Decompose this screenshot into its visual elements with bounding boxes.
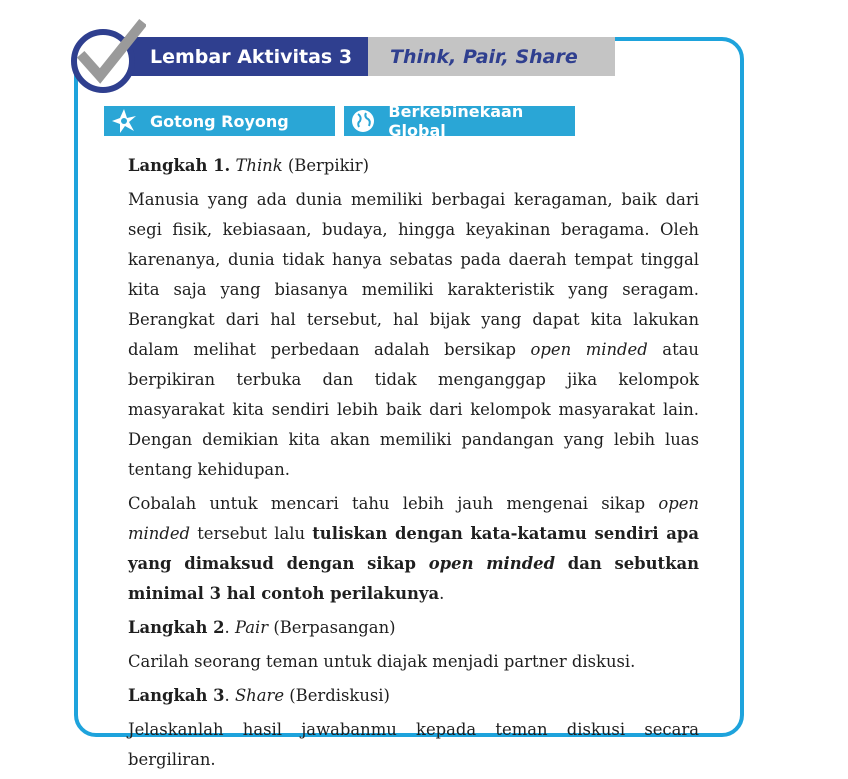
step-1-heading: Langkah 1. Think (Berpikir) <box>128 156 370 175</box>
activity-subtitle: Think, Pair, Share <box>368 37 615 76</box>
activity-content <box>128 151 699 779</box>
tag-berkebinekaan-global <box>344 102 575 140</box>
activity-title: Lembar Aktivitas 3 <box>115 37 368 76</box>
instruction-paragraph: Cobalah untuk mencari tahu lebih jauh mengenai sikap open minded tersebut lalu tuliskan dengan kata-katamu sendiri apa yang dimaksud dengan sikap open minded dan sebutkan minimal 3 hal contoh perilakunya. <box>128 494 700 603</box>
step-2-heading: Langkah 2. Pair (Berpasangan) <box>128 618 396 637</box>
tag-gotong-royong <box>104 106 335 136</box>
gotong-royong-icon <box>110 107 138 135</box>
globe-icon <box>350 107 376 135</box>
pair-paragraph: Carilah seorang teman untuk diajak menjadi partner diskusi. <box>128 652 636 671</box>
tag-label: Gotong Royong <box>150 111 289 131</box>
step-3-heading: Langkah 3. Share (Berdiskusi) <box>128 686 390 705</box>
activity-title-bar <box>115 37 615 76</box>
tag-label: Berkebinekaan Global <box>388 102 524 140</box>
share-paragraph: Jelaskanlah hasil jawabanmu kepada teman diskusi secara bergiliran. <box>128 720 699 769</box>
checkmark-badge-icon <box>70 18 146 94</box>
think-paragraph: Manusia yang ada dunia memiliki berbagai keragaman, baik dari segi fisik, kebiasaan, budaya, hingga keyakinan beragama. Oleh karenanya, dunia tidak hanya sebatas pada daerah tempat tinggal kita saja yang biasanya memiliki karakteristik yang seragam. Berangkat dari hal tersebut, hal bijak yang dapat kita lakukan dalam melihat perbedaan adalah bersikap open minded atau berpikiran terbuka dan tidak menganggap jika kelompok masyarakat kita sendiri lebih baik dari kelompok masyarakat lain. Dengan demikian kita akan memiliki pandangan yang lebih luas tentang kehidupan. <box>128 190 699 479</box>
